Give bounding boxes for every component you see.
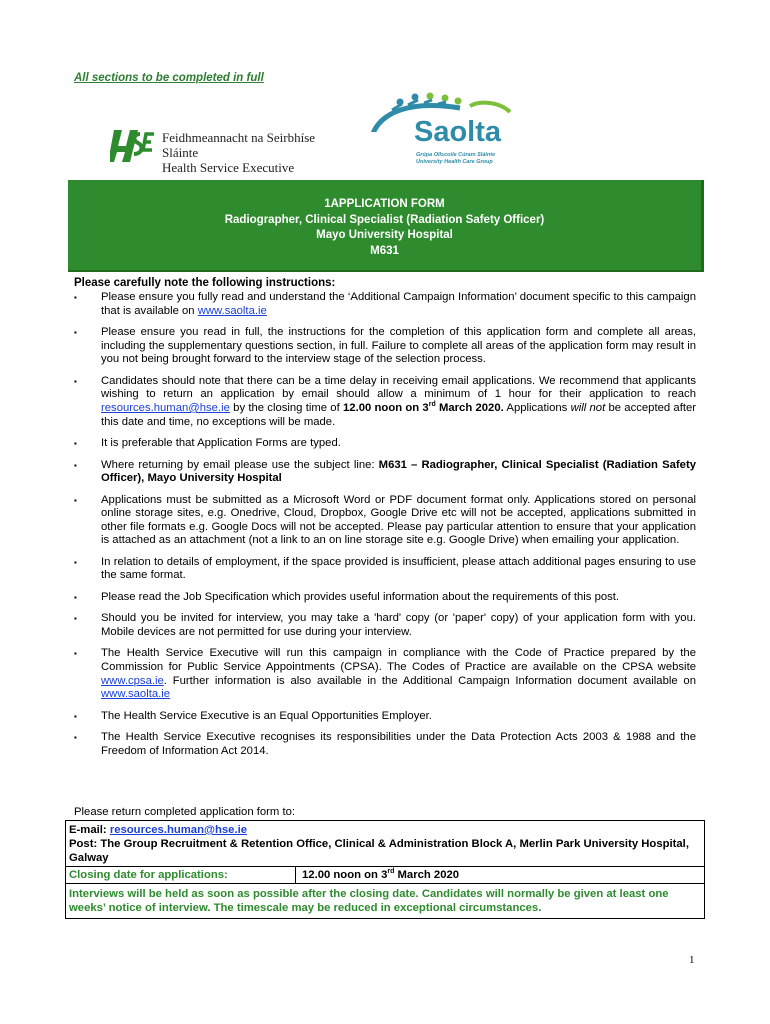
bullet-icon: ▪: [74, 557, 77, 567]
bullet-icon: ▪: [74, 293, 77, 302]
instructions-list: [74, 291, 696, 766]
closing-date-value: 12.00 noon on 3rd March 2020: [302, 868, 460, 881]
post-title: Radiographer, Clinical Specialist (Radiation Safety Officer): [224, 213, 545, 226]
email-link[interactable]: resources.human@hse.ie: [101, 401, 230, 414]
completion-notice: All sections to be completed in full: [74, 72, 264, 84]
bullet-icon: ▪: [74, 495, 77, 505]
list-item: ▪ Please ensure you fully read and understand the ‘Additional Campaign Information’ document specific to this campaign that is available on www.saolta.ie: [74, 291, 696, 317]
hse-logo-line-english: Health Service Executive: [162, 160, 295, 175]
list-item: ▪ The Health Service Executive will run this campaign in compliance with the Code of Practice prepared by the Commission for Public Service Appointments (CPSA). The Codes of Practice are available on the CPSA website www.cpsa.ie. Further information is also available in the Additional Campaign Information document available on www.saolta.ie: [74, 647, 696, 701]
saolta-link[interactable]: www.saolta.ie: [197, 304, 267, 317]
hse-logo: [110, 126, 342, 175]
list-item: ▪ The Health Service Executive recognises its responsibilities under the Data Protection Acts 2003 & 1988 and the Freedom of Information Act 2014.: [74, 731, 696, 757]
bullet-icon: ▪: [74, 376, 77, 386]
bullet-icon: ▪: [74, 439, 77, 449]
list-item: ▪ It is preferable that Application Forms are typed.: [74, 437, 341, 450]
bullet-icon: ▪: [74, 328, 77, 338]
hse-logo-line-irish: Feidhmeannacht na Seirbhíse Sláinte: [162, 130, 316, 160]
hospital-name: Mayo University Hospital: [316, 229, 453, 241]
interviews-note: Interviews will be held as soon as possible after the closing date. Candidates will normally be given at least one weeks’ notice of interview. The timescale may be reduced in exceptional circumstances.: [66, 883, 704, 918]
list-item: ▪ Should you be invited for interview, you may take a 'hard' copy (or 'paper' copy) of your application form with you. Mobile devices are not permitted for use during your interview.: [74, 612, 696, 638]
list-item: ▪ Please read the Job Specification which provides useful information about the requirements of this post.: [74, 590, 620, 603]
post-address: Post: The Group Recruitment & Retention Office, Clinical & Administration Block A, Merlin Park University Hospital, Galway: [69, 838, 689, 864]
application-form-banner: [68, 180, 704, 272]
saolta-logo: [370, 92, 530, 172]
form-title: 1APPLICATION FORM: [324, 198, 445, 210]
list-item: ▪ Where returning by email please use the subject line: M631 – Radiographer, Clinical Specialist (Radiation Safety Officer), Mayo University Hospital: [74, 458, 696, 485]
closing-date-label: Closing date for applications:: [66, 867, 296, 883]
list-item: ▪ Please ensure you read in full, the instructions for the completion of this application form and complete all areas, including the supplementary questions section, in full. Failure to complete all areas of the application form may result in you not being brought forward to the interview stage of the selection process.: [74, 326, 696, 366]
list-item: ▪ The Health Service Executive is an Equal Opportunities Employer.: [74, 709, 432, 722]
closing-date-row: [66, 866, 704, 883]
bullet-icon: ▪: [74, 733, 77, 743]
email-link[interactable]: resources.human@hse.ie: [109, 824, 248, 836]
bullet-icon: ▪: [74, 614, 77, 624]
hse-mark-icon: [110, 126, 158, 166]
saolta-link[interactable]: www.saolta.ie: [101, 688, 171, 701]
saolta-subtitle-english: University Health Care Group: [416, 159, 493, 165]
contact-box: [65, 820, 705, 919]
instructions-heading: Please carefully note the following instructions:: [74, 277, 336, 289]
bullet-icon: ▪: [74, 460, 77, 470]
list-item: ▪ Applications must be submitted as a Microsoft Word or PDF document format only. Applications stored on personal online storage sites, e.g. Onedrive, Cloud, Dropbox, Google Drive etc will not be accepted, applications submitted in other file formats e.g. Google Docs will not be accepted. Please pay particular attention to ensure that your application is attached as an attachment (not a link to an on line storage site e.g. Google Drive) when emailing your application.: [74, 493, 696, 547]
list-item: ▪ Candidates should note that there can be a time delay in receiving email applications. We recommend that applicants wishing to return an application by email should allow a minimum of 1 hour for their application to reach resources.human@hse.ie by the closing time of 12.00 noon on 3rd March 2020. Applications will not be accepted after this date and time, no exceptions will be made.: [74, 374, 697, 428]
saolta-subtitle: [416, 152, 495, 166]
list-item: ▪ In relation to details of employment, if the space provided is insufficient, please attach additional pages ensuring to use the same format.: [74, 555, 696, 582]
cpsa-link[interactable]: www.cpsa.ie: [101, 674, 164, 687]
return-instructions: Please return completed application form to:: [74, 806, 296, 818]
bullet-icon: ▪: [74, 592, 77, 602]
email-line: E-mail: resources.human@hse.ie: [69, 824, 248, 836]
page-number: 1: [689, 954, 695, 966]
hse-logo-text: [162, 130, 342, 175]
bullet-icon: ▪: [74, 649, 77, 659]
saolta-name: Saolta: [414, 116, 502, 148]
campaign-code: M631: [370, 244, 399, 257]
bullet-icon: ▪: [74, 711, 77, 721]
contact-details: [66, 821, 704, 866]
saolta-subtitle-irish: Grúpa Ollscoile Cúram Sláinte: [416, 152, 496, 158]
